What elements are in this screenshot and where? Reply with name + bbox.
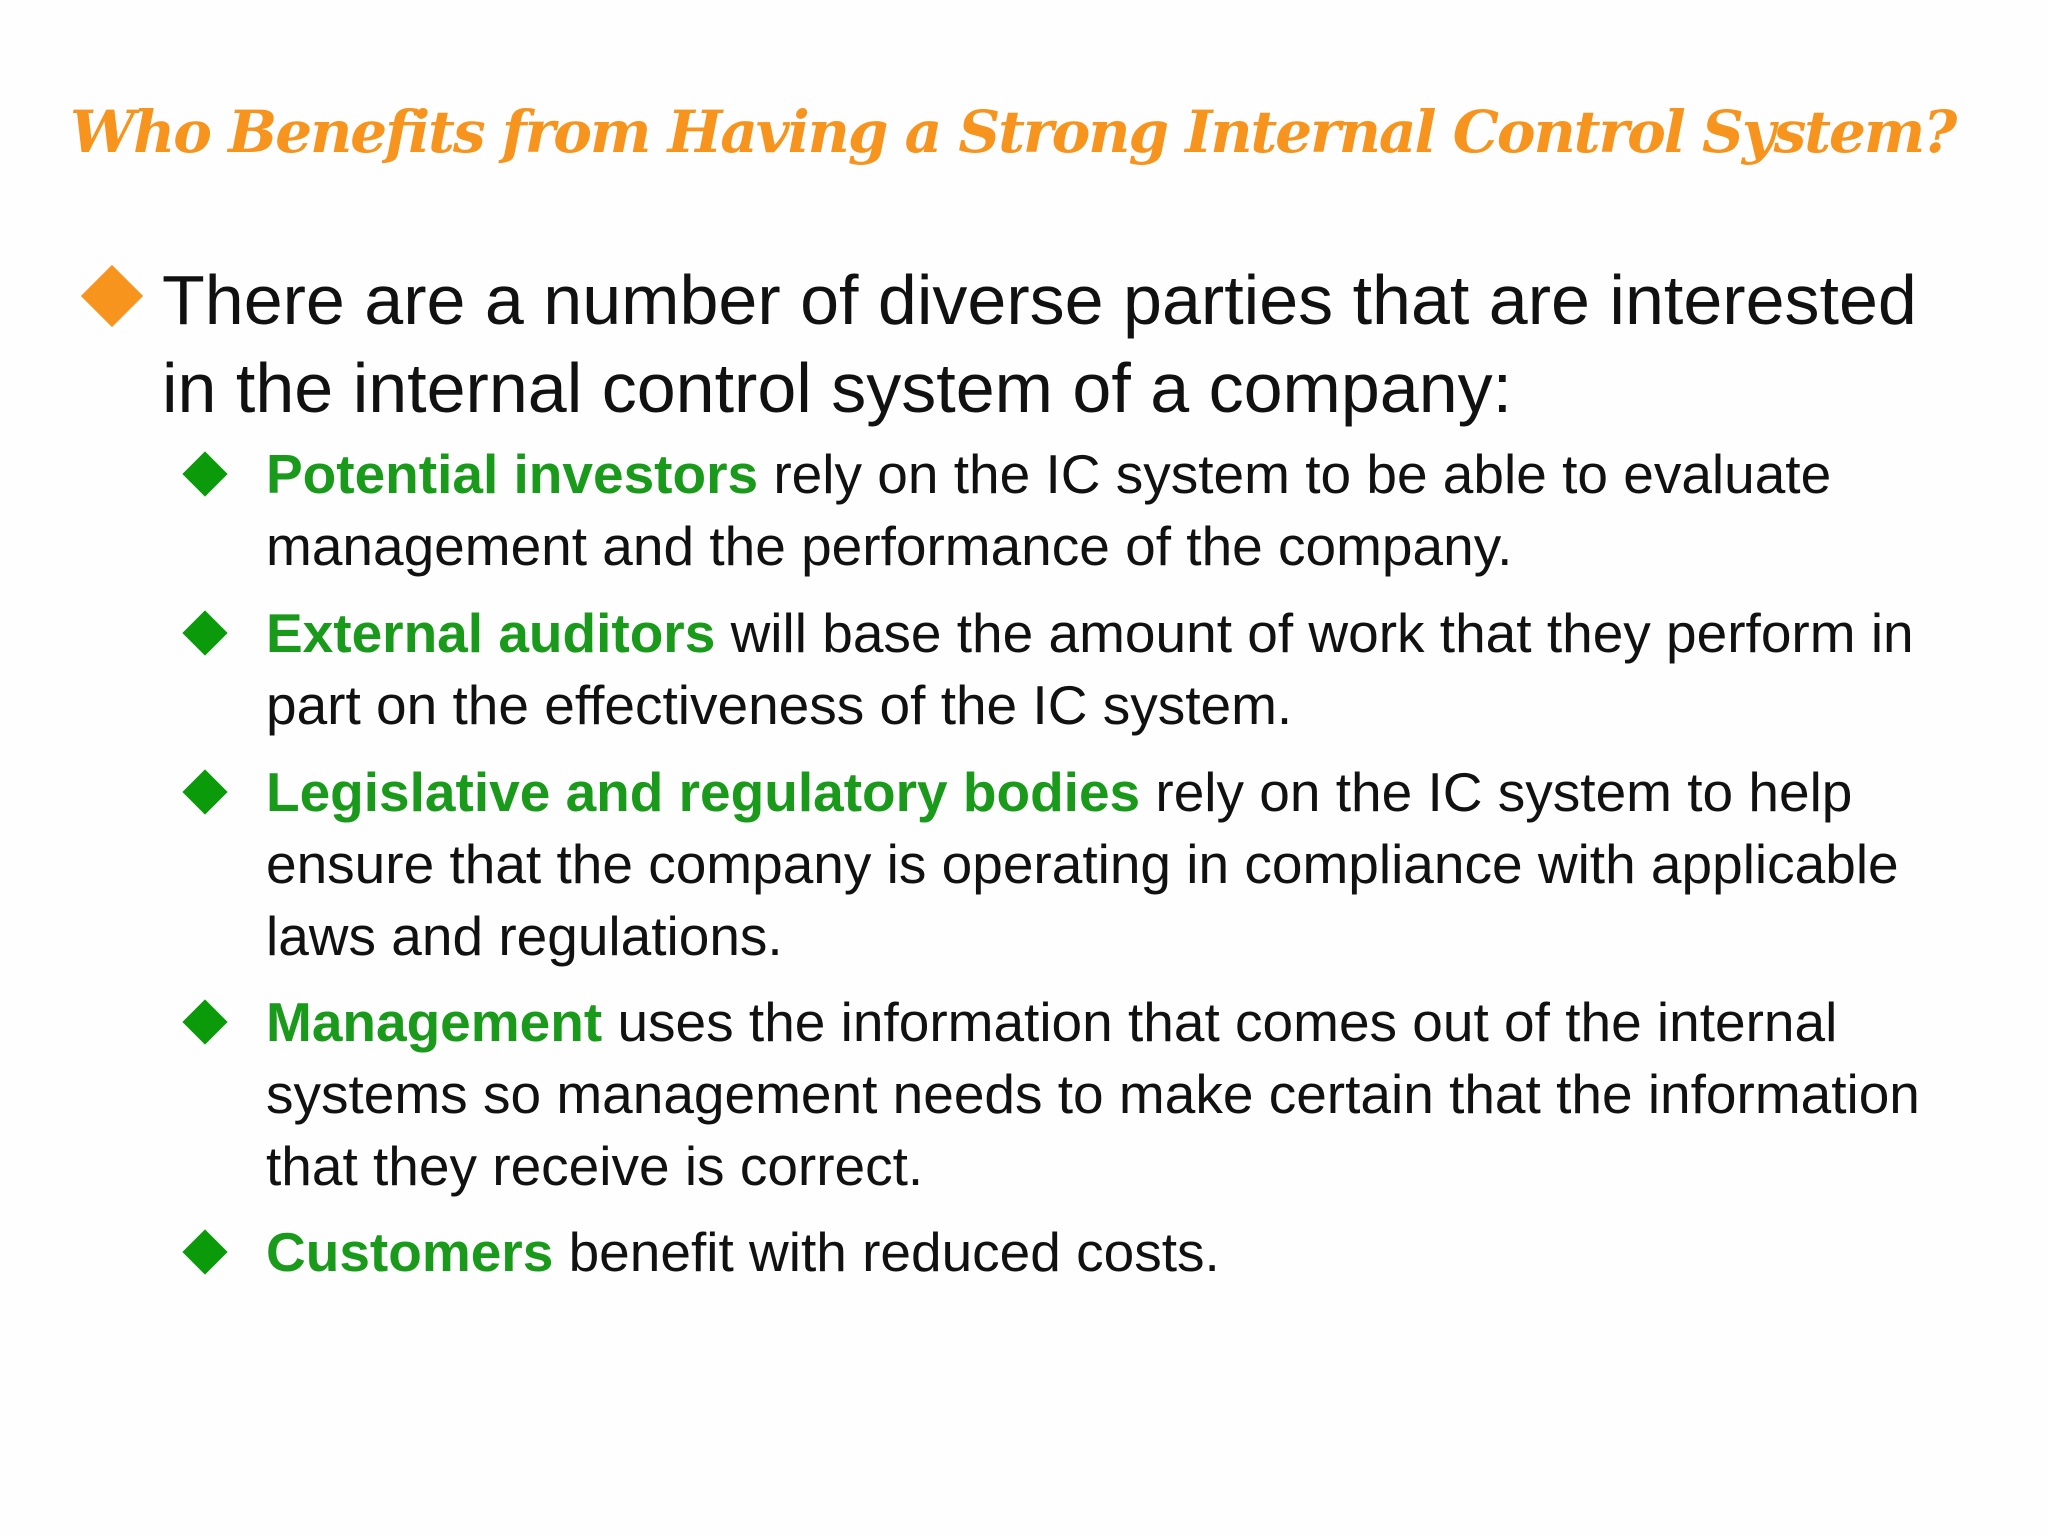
list-item-external-auditors: [266, 597, 1996, 741]
list-item-lead: Legislative and regulatory bodies: [266, 761, 1141, 823]
list-item-legislative-bodies: [266, 756, 1996, 972]
list-item-text: uses the information that comes out of the internal systems so management needs to make certain that the information that they receive is correct.: [266, 991, 1920, 1197]
sub-bullet-diamond-icon: [182, 1229, 227, 1274]
list-item-text: rely on the IC system to be able to evaluate management and the performance of the company.: [266, 443, 1832, 577]
sub-bullet-diamond-icon: [182, 451, 227, 496]
list-item-lead: Customers: [266, 1221, 554, 1283]
sub-bullet-diamond-icon: [182, 769, 227, 814]
list-item-customers: [266, 1216, 1996, 1288]
list-item-lead: External auditors: [266, 602, 716, 664]
list-item-text: will base the amount of work that they perform in part on the effectiveness of the IC system.: [266, 602, 1914, 736]
slide-title: Who Benefits from Having a Strong Internal Control System?: [70, 98, 1956, 166]
list-item-management: [266, 986, 1996, 1202]
main-bullet-diamond-icon: [81, 265, 143, 327]
list-item-potential-investors: [266, 438, 1996, 582]
list-item-lead: Potential investors: [266, 443, 759, 505]
sub-bullet-diamond-icon: [182, 999, 227, 1044]
sub-bullet-diamond-icon: [182, 610, 227, 655]
list-item-text: rely on the IC system to help ensure that the company is operating in compliance with applicable laws and regulations.: [266, 761, 1899, 967]
main-point-text: There are a number of diverse parties that are interested in the internal control system of a company:: [162, 261, 1917, 427]
list-item-text: benefit with reduced costs.: [553, 1221, 1220, 1283]
list-item-lead: Management: [266, 991, 603, 1053]
